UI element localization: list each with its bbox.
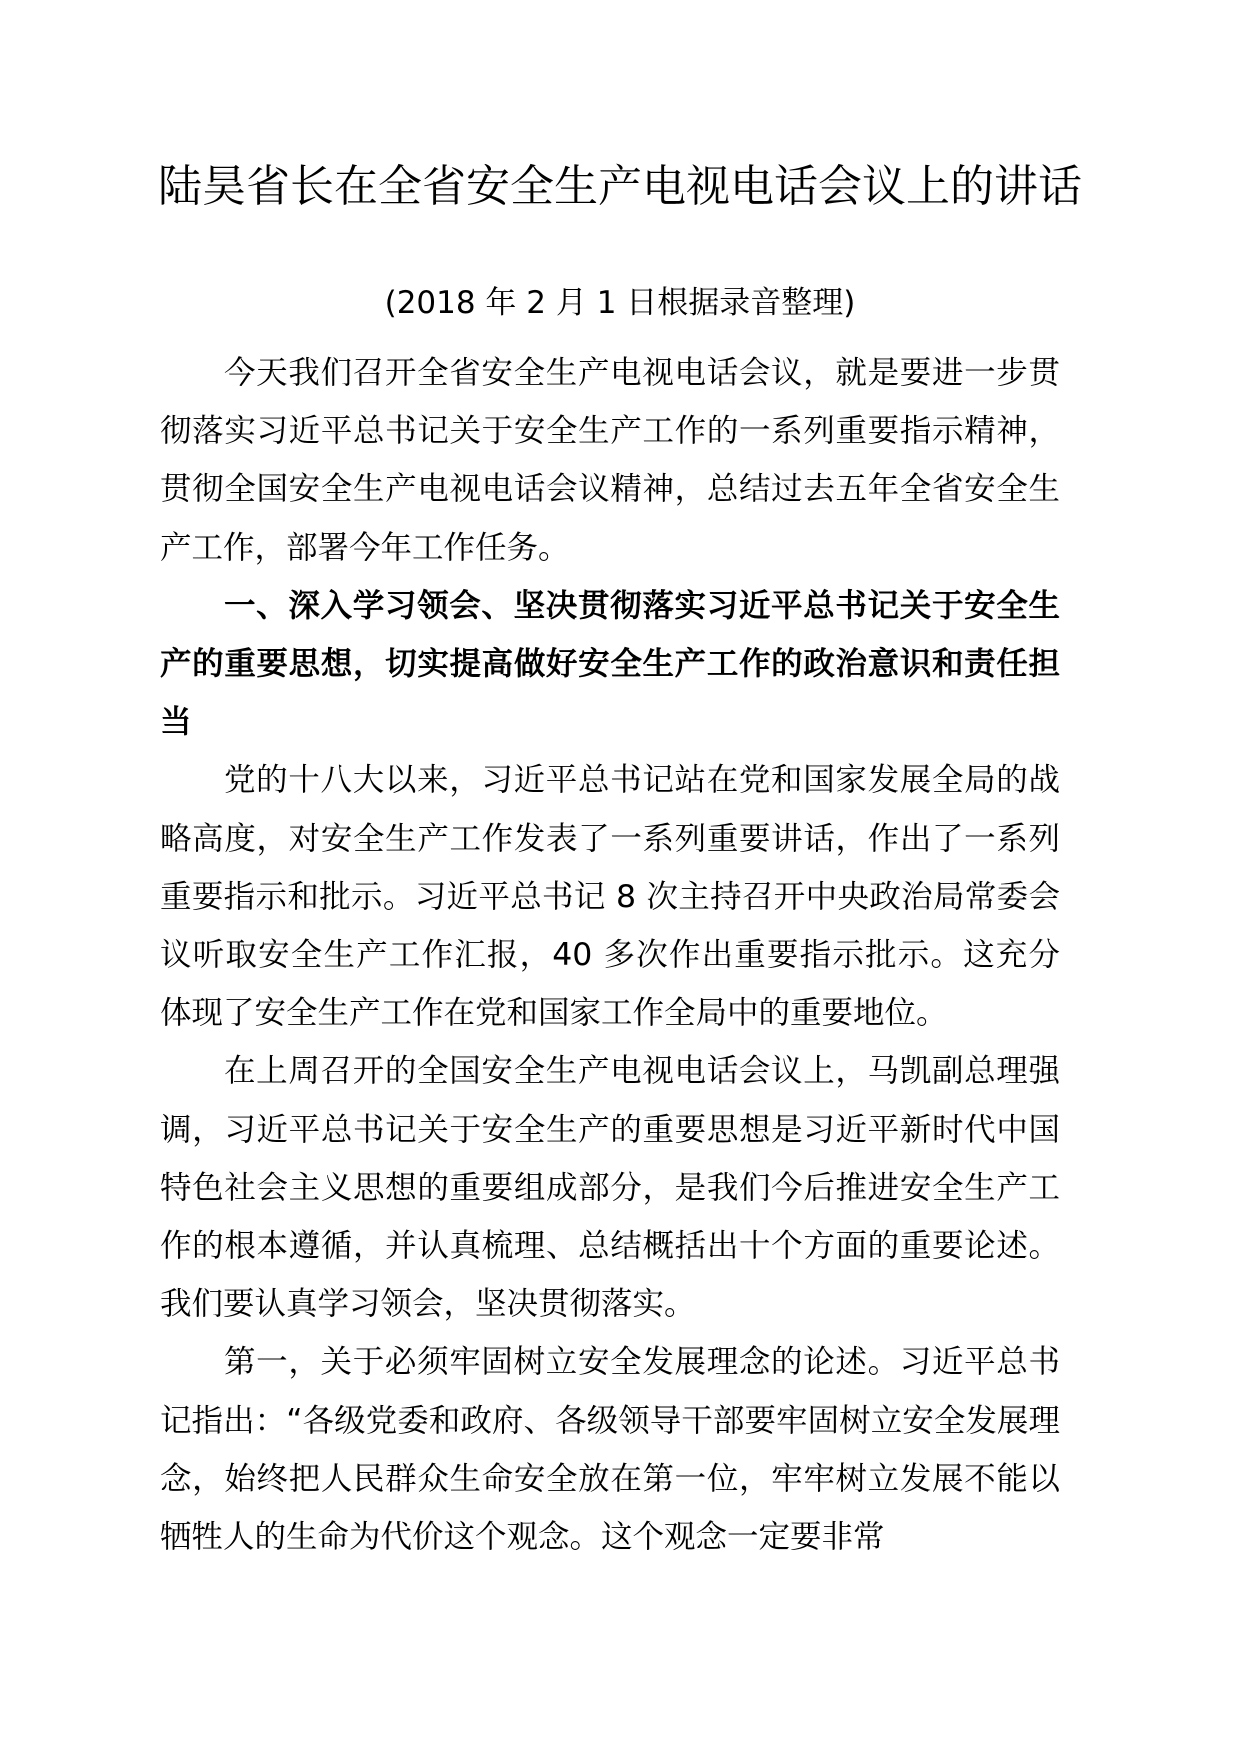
document-body [160, 344, 1060, 1566]
paragraph-intro: 今天我们召开全省安全生产电视电话会议，就是要进一步贯彻落实习近平总书记关于安全生产工作的一系列重要指示精神，贯彻全国安全生产电视电话会议精神，总结过去五年全省安全生产工作，部署今年工作任务。 [160, 355, 1060, 566]
section-heading-1: 一、深入学习领会、坚决贯彻落实习近平总书记关于安全生产的重要思想，切实提高做好安全生产工作的政治意识和责任担当 [160, 587, 1060, 741]
document-subtitle: (2018 年 2 月 1 日根据录音整理) [384, 285, 856, 321]
paragraph-national-meeting: 在上周召开的全国安全生产电视电话会议上，马凯副总理强调，习近平总书记关于安全生产的重要思想是习近平新时代中国特色社会主义思想的重要组成部分，是我们今后推进安全生产工作的根本遵循，并认真梳理、总结概括出十个方面的重要论述。我们要认真学习领会，坚决贯彻落实。 [160, 1053, 1060, 1323]
paragraph-background: 党的十八大以来，习近平总书记站在党和国家发展全局的战略高度，对安全生产工作发表了一系列重要讲话，作出了一系列重要指示和批示。习近平总书记 8 次主持召开中央政治局常委会议听取安全生产工作汇报，40 多次作出重要指示批示。这充分体现了安全生产工作在党和国家工作全局中的重要地位。 [160, 762, 1060, 1032]
document-title: 陆昊省长在全省安全生产电视电话会议上的讲话 [158, 161, 1082, 212]
paragraph-first-point: 第一，关于必须牢固树立安全发展理念的论述。习近平总书记指出：“各级党委和政府、各级领导干部要牢固树立安全发展理念，始终把人民群众生命安全放在第一位，牢牢树立发展不能以牺牲人的生命为代价这个观念。这个观念一定要非常 [160, 1344, 1060, 1556]
